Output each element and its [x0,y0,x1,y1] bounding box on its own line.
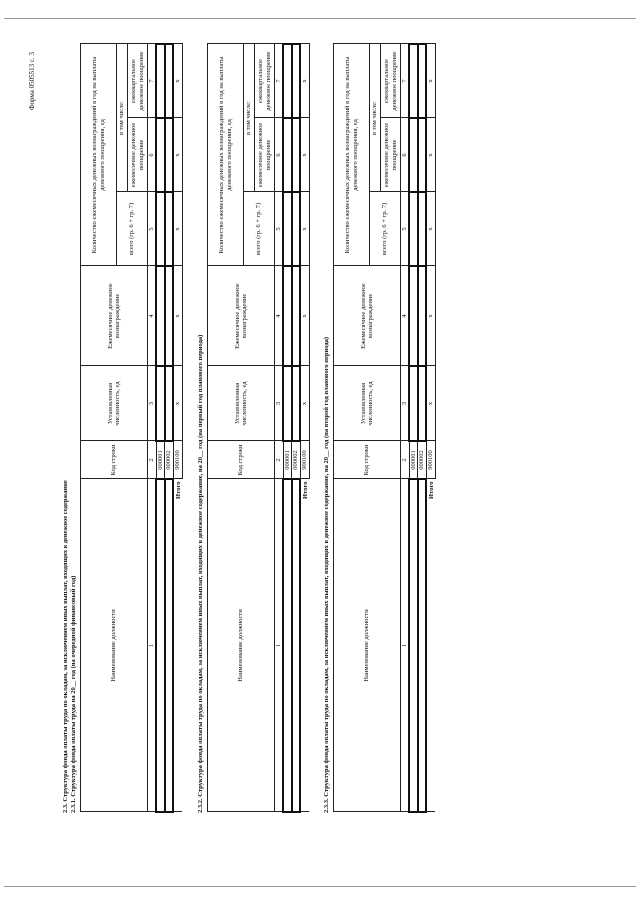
header-established-count: Установленная численность, ед [81,366,148,441]
total-label: Итого [426,479,435,812]
cell[interactable] [283,479,291,812]
header-established-count: Установленная численность, ед [208,366,275,441]
header-monthly-salary: Ежемесячное денежное вознаграждение [81,266,148,366]
cell[interactable] [409,192,417,266]
total-value: x [300,266,309,366]
cell-code: 000002 [165,441,173,479]
col-number: 3 [401,366,410,441]
cell[interactable] [283,118,291,192]
form-id: Форма 0505513 с. 3 [28,51,36,110]
total-label: Итого [300,479,309,812]
total-row [300,44,309,812]
table-title: 2.3.2. Структура фонда оплаты труда по окладам, за исключением иных выплат, входящих в денежное содержание, на 20__ год (на первый год планового периода) [197,334,204,813]
cell[interactable] [418,118,426,192]
total-value: x [173,44,182,118]
header-incl: в том числе: [244,44,255,192]
table-row [283,44,291,812]
col-number: 2 [275,441,284,479]
total-label: Итого [173,479,182,812]
header-established-count: Установленная численность, ед [334,366,401,441]
total-value: x [300,366,309,441]
total-code: 900100 [173,441,182,479]
cell[interactable] [418,192,426,266]
col-number: 5 [148,192,157,266]
cell[interactable] [283,366,291,441]
cell[interactable] [283,192,291,266]
header-position-name: Наименование должности [81,479,148,812]
header-monthly-bonus: ежемесячное денежное поощрение [381,118,401,192]
cell[interactable] [418,479,426,812]
cell[interactable] [283,266,291,366]
header-position-name: Наименование должности [334,479,401,812]
cell[interactable] [409,479,417,812]
cell-code: 000001 [156,441,164,479]
header-total: всего (гр. 6 + гр. 7) [117,192,148,266]
header-monthly-bonus: ежемесячное денежное поощрение [128,118,148,192]
cell[interactable] [292,44,300,118]
cell[interactable] [156,366,164,441]
cell-code: 000001 [409,441,417,479]
table-row [165,44,173,812]
total-value: x [426,118,435,192]
total-code: 900100 [300,441,309,479]
data-table [207,43,310,813]
col-number: 4 [148,266,157,366]
col-number: 1 [275,479,284,812]
cell[interactable] [409,118,417,192]
total-value: x [300,44,309,118]
cell[interactable] [156,192,164,266]
header-qty-group: Количество ежемесячных денежных вознаграждений в год на выплаты денежного поощрения, ед [81,44,117,266]
header-monthly-bonus: ежемесячное денежное поощрение [255,118,275,192]
header-quarterly-bonus: ежеквартальное денежное поощрение [381,44,401,118]
cell[interactable] [165,479,173,812]
header-total: всего (гр. 6 + гр. 7) [244,192,275,266]
total-value: x [426,44,435,118]
cell[interactable] [409,266,417,366]
total-value: x [426,266,435,366]
total-value: x [300,118,309,192]
total-row [173,44,182,812]
cell[interactable] [165,366,173,441]
total-value: x [300,192,309,266]
header-position-name: Наименование должности [208,479,275,812]
cell-code: 000002 [418,441,426,479]
cell[interactable] [283,44,291,118]
table-row [418,44,426,812]
col-number: 1 [401,479,410,812]
col-number: 5 [401,192,410,266]
cell[interactable] [156,118,164,192]
col-number: 6 [148,118,157,192]
cell[interactable] [409,366,417,441]
header-incl: в том числе: [370,44,381,192]
cell[interactable] [418,366,426,441]
col-number: 6 [275,118,284,192]
col-number: 5 [275,192,284,266]
col-number: 6 [401,118,410,192]
cell[interactable] [165,192,173,266]
total-value: x [426,366,435,441]
cell[interactable] [292,266,300,366]
col-number: 3 [148,366,157,441]
col-number: 7 [401,44,410,118]
header-monthly-salary: Ежемесячное денежное вознаграждение [334,266,401,366]
cell[interactable] [156,266,164,366]
table-title: 2.3.1. Структура фонда оплаты труда на 20__ год (на очередной финансовый год) [70,575,77,813]
header-incl: в том числе: [117,44,128,192]
cell[interactable] [292,366,300,441]
total-value: x [173,118,182,192]
col-number: 2 [148,441,157,479]
total-value: x [173,192,182,266]
total-value: x [173,366,182,441]
data-table [80,43,183,813]
cell[interactable] [156,479,164,812]
cell[interactable] [418,44,426,118]
total-value: x [173,266,182,366]
table-row [156,44,164,812]
col-number: 2 [401,441,410,479]
cell-code: 000002 [292,441,300,479]
page-edge-left [4,886,636,887]
header-total: всего (гр. 6 + гр. 7) [370,192,401,266]
header-qty-group: Количество ежемесячных денежных вознаграждений в год на выплаты денежного поощрения, ед [208,44,244,266]
header-line-code: Код строки [81,441,148,479]
col-number: 3 [275,366,284,441]
page-edge-right [4,18,636,19]
cell[interactable] [418,266,426,366]
header-monthly-salary: Ежемесячное денежное вознаграждение [208,266,275,366]
header-line-code: Код строки [208,441,275,479]
section-title: 2.3. Структура фонда оплаты труда по окладам, за исключением иных выплат, входящих в денежное содержание [62,480,69,813]
header-qty-group: Количество ежемесячных денежных вознаграждений в год на выплаты денежного поощрения, ед [334,44,370,266]
cell[interactable] [165,118,173,192]
total-value: x [426,192,435,266]
col-number: 7 [148,44,157,118]
header-quarterly-bonus: ежеквартальное денежное поощрение [128,44,148,118]
cell[interactable] [292,192,300,266]
table-row [409,44,417,812]
table-row [292,44,300,812]
col-number: 4 [401,266,410,366]
data-table [333,43,436,813]
total-row [426,44,435,812]
cell[interactable] [292,479,300,812]
col-number: 4 [275,266,284,366]
cell[interactable] [409,44,417,118]
col-number: 1 [148,479,157,812]
cell[interactable] [165,44,173,118]
table-title: 2.3.3. Структура фонда оплаты труда по окладам, за исключением иных выплат, входящих в денежное содержание, на 20__ год (на второй год планового периода) [323,336,330,813]
total-code: 900100 [426,441,435,479]
cell[interactable] [292,118,300,192]
col-number: 7 [275,44,284,118]
header-line-code: Код строки [334,441,401,479]
cell[interactable] [156,44,164,118]
header-quarterly-bonus: ежеквартальное денежное поощрение [255,44,275,118]
cell[interactable] [165,266,173,366]
cell-code: 000001 [283,441,291,479]
